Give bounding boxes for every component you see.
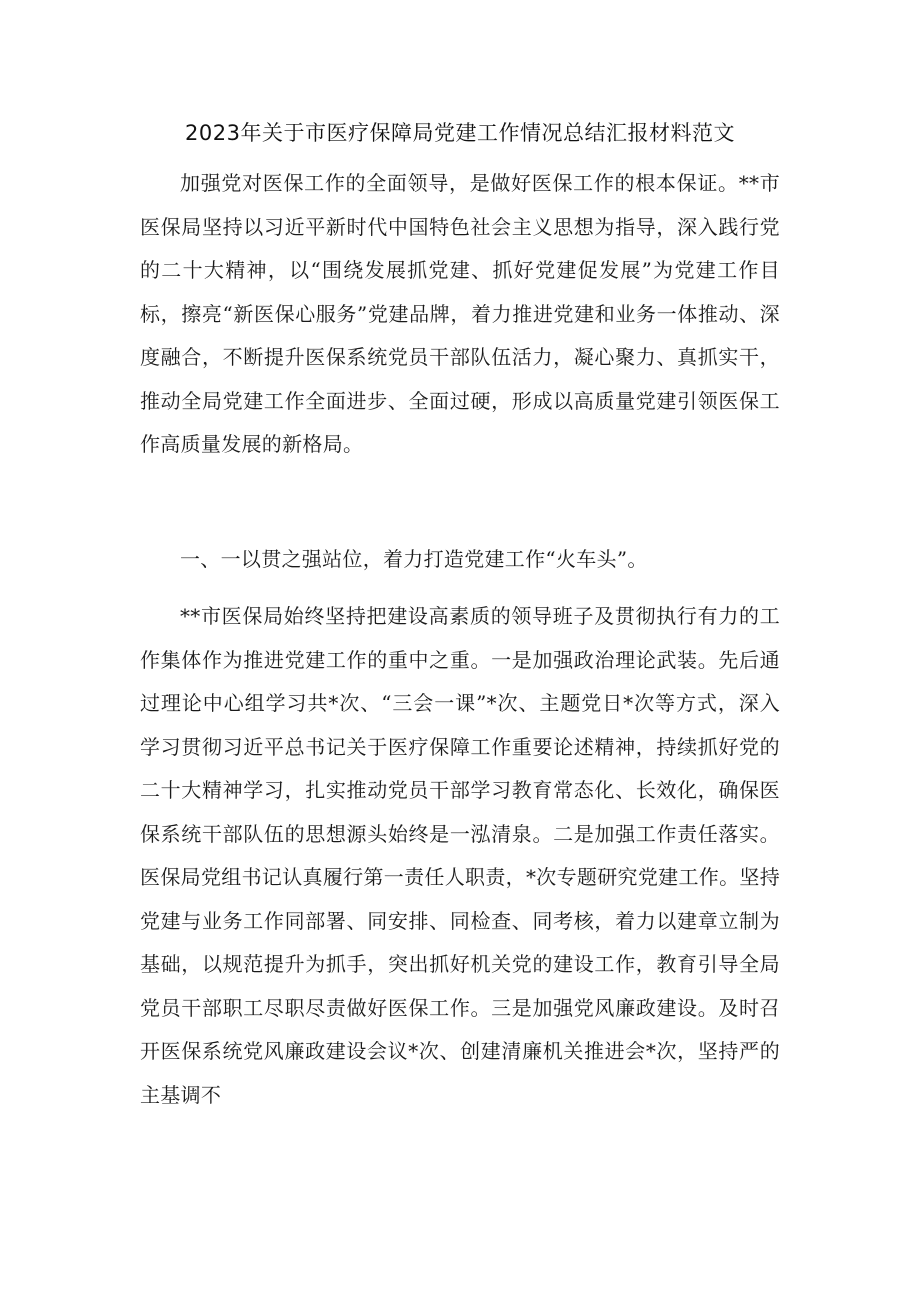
section-body-1: **市医保局始终坚持把建设高素质的领导班子及贯彻执行有力的工作集体作为推进党建工作的重中之重。一是加强政治理论武装。先后通过理论中心组学习共*次、“三会一课”*次、主题党日*次等方式，深入学习贯彻习近平总书记关于医疗保障工作重要论述精神，持续抓好党的二十大精神学习，扎实推动党员干部学习教育常态化、长效化，确保医保系统干部队伍的思想源头始终是一泓清泉。二是加强工作责任落实。医保局党组书记认真履行第一责任人职责，*次专题研究党建工作。坚持党建与业务工作同部署、同安排、同检查、同考核，着力以建章立制为基础，以规范提升为抓手，突出抓好机关党的建设工作，教育引导全局党员干部职工尽职尽责做好医保工作。三是加强党风廉政建设。及时召开医保系统党风廉政建设会议*次、创建清廉机关推进会*次，坚持严的主基调不 <box>140 604 780 1107</box>
section-heading-1: 一、一以贯之强站位，着力打造党建工作“火车头”。 <box>180 547 648 571</box>
document-title: 2023年关于市医疗保障局党建工作情况总结汇报材料范文 <box>185 121 735 145</box>
intro-paragraph: 加强党对医保工作的全面领导，是做好医保工作的根本保证。**市医保局坚持以习近平新时代中国特色社会主义思想为指导，深入践行党的二十大精神，以“围绕发展抓党建、抓好党建促发展”为党建工作目标，擦亮“新医保心服务”党建品牌，着力推进党建和业务一体推动、深度融合，不断提升医保系统党员干部队伍活力，凝心聚力、真抓实干，推动全局党建工作全面进步、全面过硬，形成以高质量党建引领医保工作高质量发展的新格局。 <box>140 171 780 456</box>
